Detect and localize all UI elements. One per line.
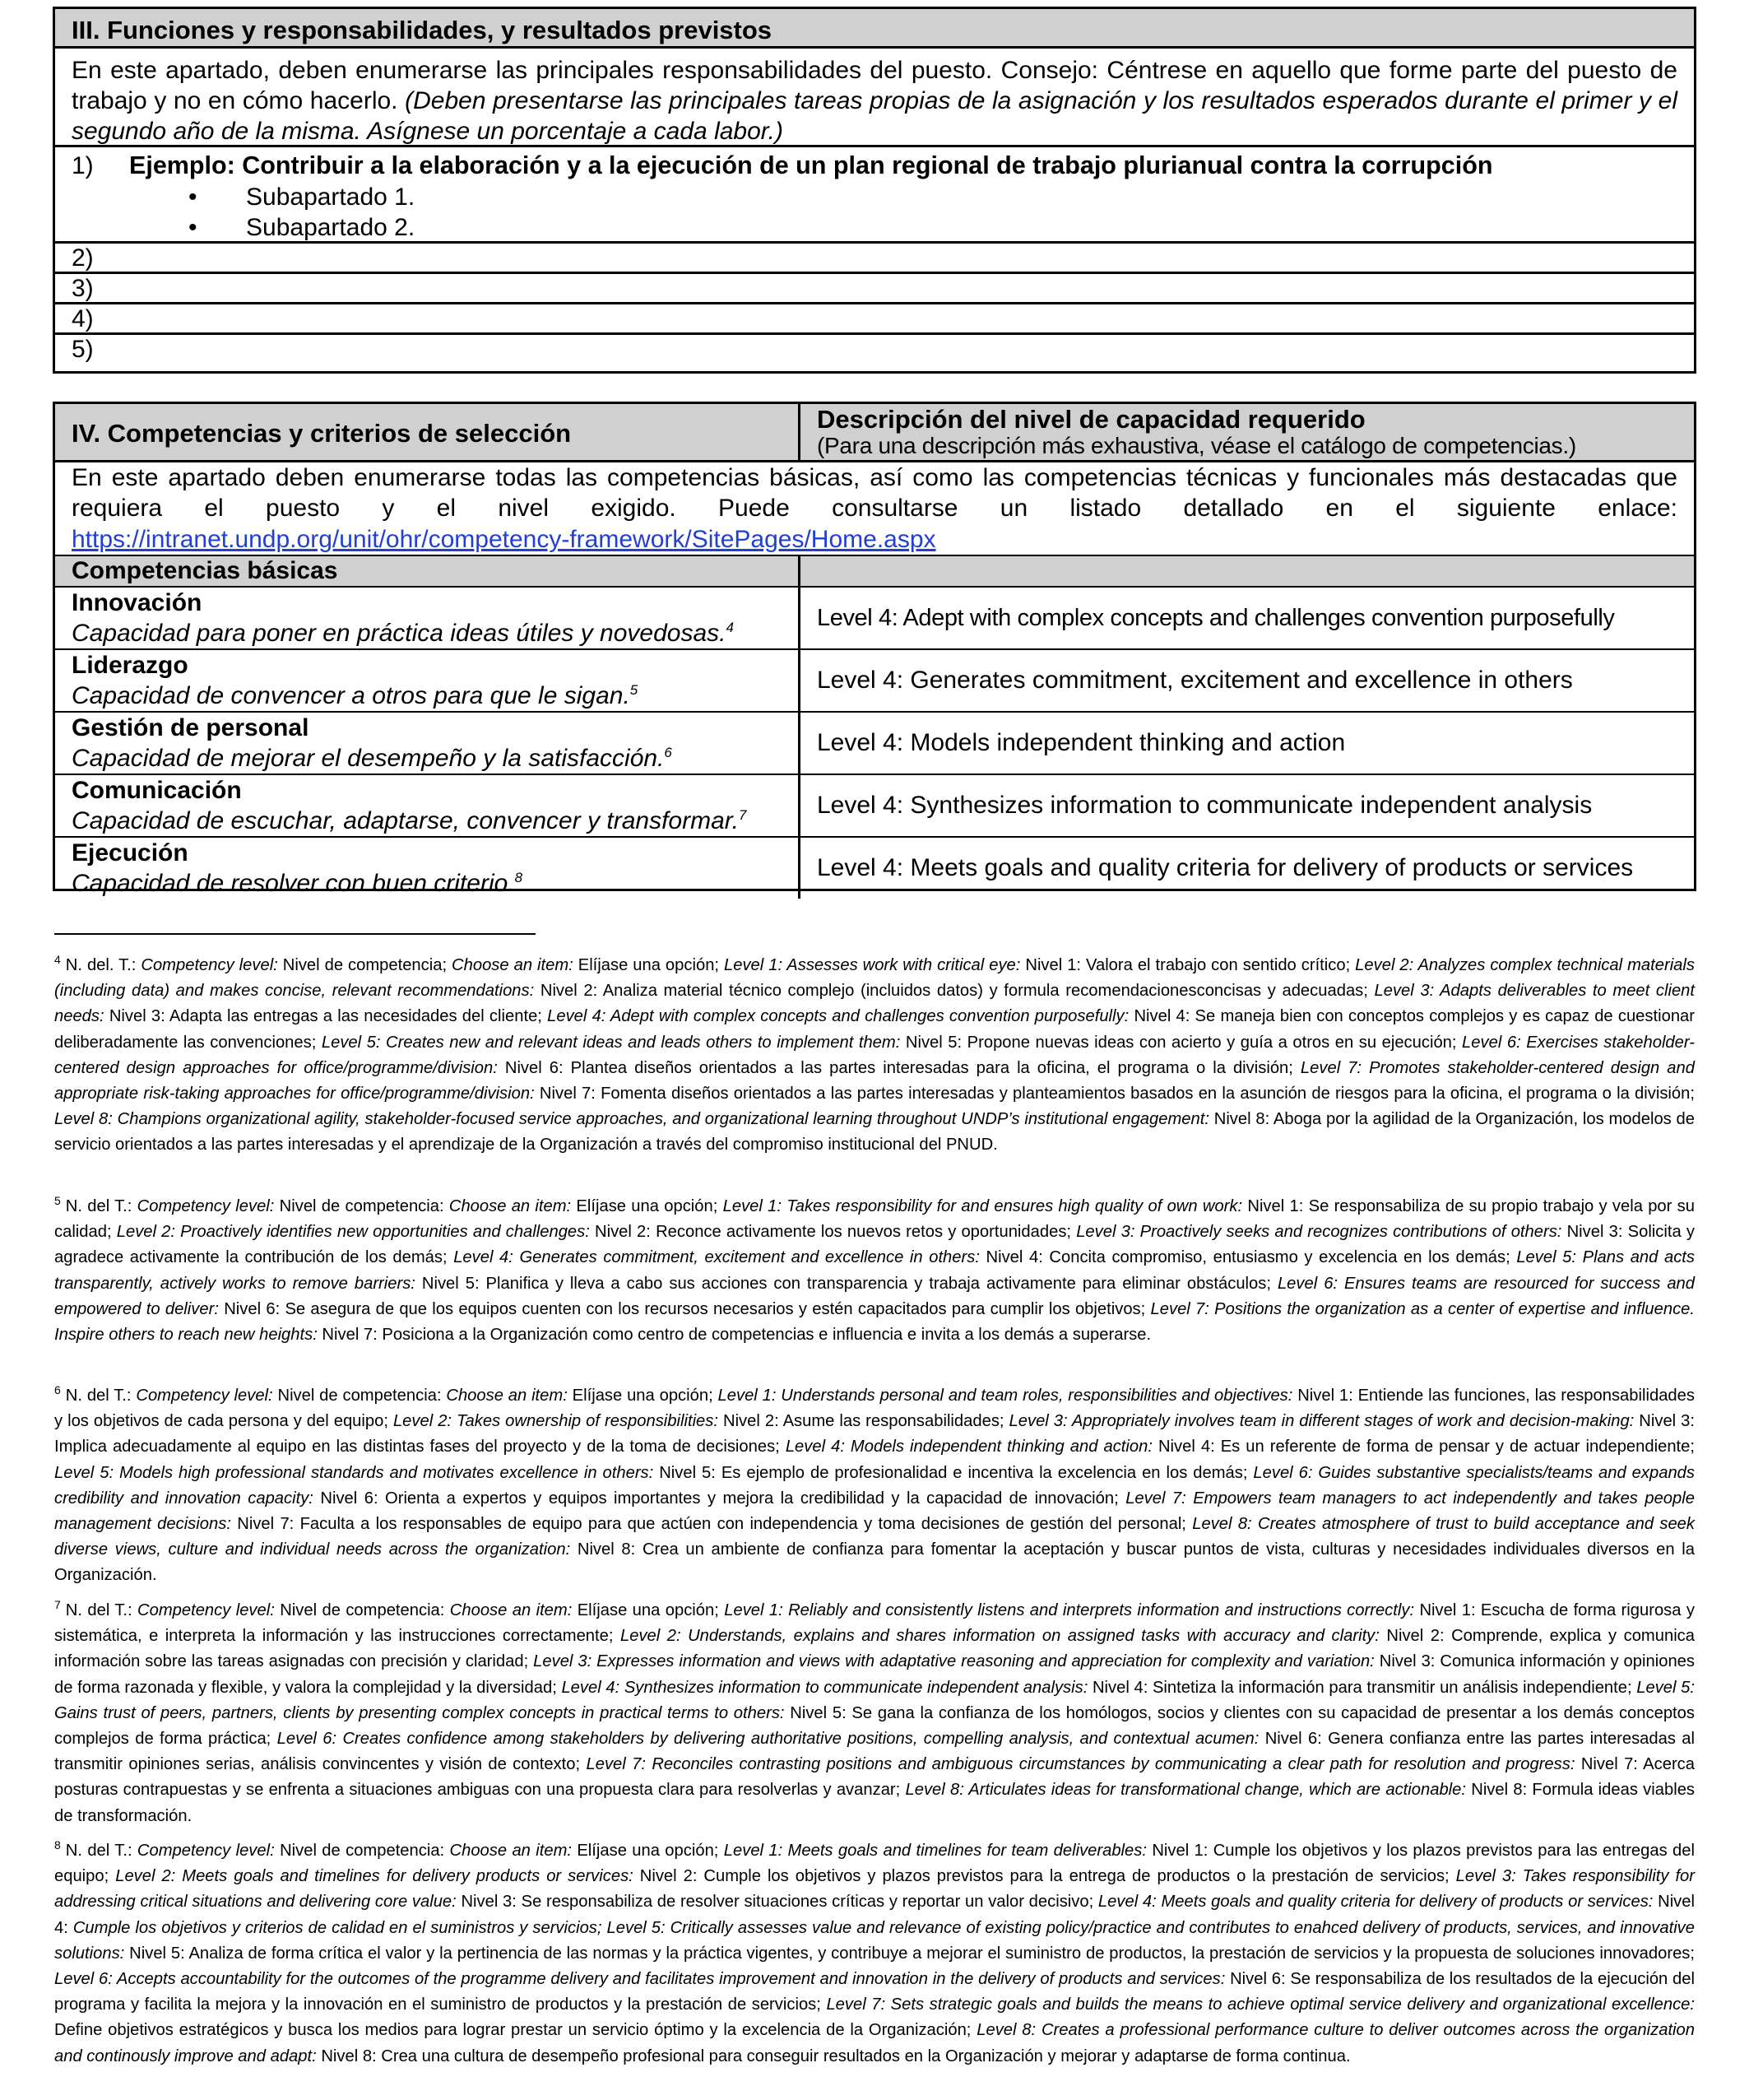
core-competencies-header-blank — [800, 556, 1694, 586]
footnote-english-term: Level 8: Creates atmosphere of trust to build acceptance and seek diverse views, culture and individual needs across the organization: — [54, 1515, 1696, 1559]
footnote-text: Nivel 2: Cumple los objetivos y plazos previstos para la entrega de productos o la prestación de servicios; — [633, 1867, 1456, 1886]
footnote-text: Nivel 6: Genera confianza entre las partes interesadas al transmitir opiniones serias, análisis convincentes y visión de contexto; — [54, 1730, 1696, 1774]
footnote-text: Elíjase una opción; — [573, 956, 724, 974]
footnote-text: Nivel 6: Se responsabiliza de los resultados de la ejecución del programa y facilita la mejora y la innovación en el suministro de productos y la prestación de servicios; — [54, 1970, 1695, 2014]
footnote-english-term: Level 5: Plans and acts transparently, actively works to remove barriers: — [54, 1248, 1695, 1293]
footnote-english-term: Level 5: Gains trust of peers, partners, clients by presenting complex concepts in practical terms to others: — [54, 1678, 1695, 1722]
footnote-text: Nivel 4: Concita compromiso, entusiasmo y excelencia en los demás; — [979, 1248, 1517, 1267]
footnote-text: Nivel 8: Crea una cultura de desempeño profesional para conseguir resultados en la Organización y mejorar y adaptarse de forma continua. — [316, 2047, 1351, 2065]
footnote-text: Nivel 2: Asume las responsabilidades; — [718, 1412, 1009, 1431]
footnote-english-term: Level 1: Reliably and consistently listens and interprets information and instructions correctly: — [724, 1601, 1415, 1619]
footnote-text: Nivel de competencia: — [272, 1387, 447, 1405]
section-4-table — [53, 402, 1696, 897]
item-row-3: 3) — [55, 272, 1694, 302]
bullet-item: • Subapartado 2. — [188, 214, 415, 241]
footnote-english-term: Choose an item: — [446, 1387, 568, 1405]
competency-row — [55, 586, 1694, 648]
footnote-text: N. del T.: — [65, 1842, 137, 1860]
footnote-text: Nivel 1: Entiende las funciones, las responsabilidades y los objetivos de cada persona y del equipo; — [54, 1387, 1695, 1431]
item-1-row — [55, 145, 1694, 241]
footnote-english-term: Level 1: Assesses work with critical eye: — [724, 956, 1021, 974]
footnote-text: Nivel 1: Cumple los objetivos y los plazos previstos para las entregas del equipo; — [54, 1842, 1695, 1886]
footnote-english-term: Choose an item: — [452, 956, 573, 974]
competency-row — [55, 774, 1694, 836]
footnote-english-term: Level 3: Proactively seeks and recognizes contributions of others: — [1076, 1223, 1562, 1242]
footnote-number: 8 — [54, 1838, 61, 1852]
footnote-english-term: Level 5: Creates new and relevant ideas and leads others to implement them: — [321, 1033, 901, 1052]
footnote-ref: 5 — [629, 682, 638, 698]
footnote-english-term: Level 4: Synthesizes information to communicate independent analysis: — [561, 1678, 1088, 1697]
footnote-ref: 7 — [739, 807, 747, 823]
footnote-text: Nivel 3: Solicita y agradece activamente la contribución de los demás; — [54, 1223, 1695, 1267]
footnote-text: Nivel 2: Comprende, explica y comunica información sobre las tareas asignadas con precisión y claridad; — [54, 1627, 1696, 1671]
footnote-english-term: Level 2: Proactively identifies new opportunities and challenges: — [116, 1223, 590, 1242]
footnote-english-term: Level 7: Promotes stakeholder-centered design and appropriate risk-taking approaches for office/programme/division: — [54, 1058, 1695, 1103]
footnote-english-term: Level 4: Generates commitment, excitement and excellence in others: — [453, 1248, 980, 1267]
footnote-english-term: Level 1: Meets goals and timelines for team deliverables: — [723, 1842, 1147, 1860]
footnote-english-term: Level 3: Takes responsibility for addressing critical situations and delivering core value: — [54, 1867, 1696, 1912]
footnote-separator — [54, 933, 536, 935]
bullet-list — [188, 182, 415, 243]
footnote-english-term: Level 1: Takes responsibility for and ensures high quality of own work: — [722, 1197, 1243, 1215]
footnote — [54, 1383, 1695, 1589]
footnote-ref: 8 — [514, 870, 523, 885]
footnote-english-term: Competency level: — [136, 1387, 273, 1405]
footnote-english-term: Level 4: Meets goals and quality criteria for delivery of products or services: — [1097, 1893, 1654, 1912]
footnote-text: Nivel 5: Se gana la confianza de los homólogos, socios y clientes con su capacidad de presentar a los demás conceptos complejos de forma práctica; — [54, 1703, 1695, 1749]
competency-row — [55, 836, 1694, 899]
footnote-text: Nivel 8: Formula ideas viables de transformación. — [54, 1781, 1696, 1825]
footnote-english-term: Level 4: Adept with complex concepts and challenges convention purposefully: — [547, 1007, 1130, 1026]
item-row-5: 5) — [55, 332, 1694, 363]
competency-name: Comunicación — [72, 777, 242, 804]
footnote — [54, 1838, 1695, 2070]
footnote-text: Nivel 5: Es ejemplo de profesionalidad e incentiva la excelencia en los demás; — [653, 1463, 1254, 1482]
footnote-text: Nivel 5: Planifica y lleva a cabo sus acciones con transparencia y trabaja activamente para eliminar obstáculos; — [415, 1274, 1278, 1293]
item-1-text: Ejemplo: Contribuir a la elaboración y a la ejecución de un plan regional de trabajo plurianual contra la corrupción — [129, 151, 1493, 179]
footnote-text: Nivel 7: Faculta a los responsables de equipo para que actúen con independencia y toma decisiones de gestión del personal; — [230, 1515, 1193, 1534]
footnote-english-term: Level 6: Ensures teams are resourced for success and empowered to deliver: — [54, 1274, 1696, 1318]
bullet-2-text: Subapartado 2. — [246, 214, 415, 241]
section-4-header — [55, 404, 1694, 462]
footnote-text: Nivel 1: Valora el trabajo con sentido crítico; — [1020, 956, 1356, 974]
section-4-intro — [55, 462, 1694, 524]
footnote-text: Elíjase una opción; — [571, 1197, 723, 1215]
footnote-english-term: Level 3: Appropriately involves team in different stages of work and decision-making: — [1009, 1412, 1635, 1431]
footnote-english-term: Level 6: Exercises stakeholder-centered design approaches for office/programme/division: — [54, 1033, 1695, 1077]
footnote-english-term: Level 6: Accepts accountability for the outcomes of the programme delivery and facilitates improvement and innovation in the delivery of products and services: — [54, 1970, 1226, 1989]
footnote-text: Nivel de competencia: — [274, 1842, 450, 1860]
competency-row — [55, 711, 1694, 774]
footnote-text: N. del. T.: — [65, 956, 141, 974]
competency-name: Liderazgo — [72, 652, 188, 679]
footnote-ref: 4 — [726, 620, 734, 635]
section-3-table — [53, 7, 1696, 374]
footnote-text: Elíjase una opción; — [567, 1387, 718, 1405]
footnote-english-term: Choose an item: — [449, 1601, 573, 1619]
section-3-title: III. Funciones y responsabilidades, y resultados previstos — [55, 9, 1694, 49]
competency-level: Level 4: Generates commitment, excitement and excellence in others — [817, 667, 1573, 694]
footnote-text: Nivel 4: Es un referente de forma de pensar y de actuar independiente; — [1152, 1438, 1695, 1457]
section-4-title: IV. Competencias y criterios de selección — [55, 404, 800, 460]
footnote-english-term: Level 2: Analyzes complex technical materials (including data) and makes concise, relevant recommendations: — [54, 956, 1695, 1001]
footnote-english-term: Level 7: Positions the organization as a center of expertise and influence. Inspire others to reach new heights: — [54, 1299, 1695, 1345]
footnote-text: Nivel 7: Posiciona a la Organización como centro de competencias e influencia e invita a los demás a superarse. — [317, 1326, 1152, 1345]
footnote-text: Define objetivos estratégicos y busca los medios para lograr prestar un servicio óptimo y la excelencia de la Organización; — [54, 2021, 977, 2040]
footnote-text: Nivel 2: Reconce activamente los nuevos retos y oportunidades; — [589, 1223, 1077, 1242]
footnote-text: Nivel de competencia; — [277, 956, 452, 974]
footnote-text: Nivel 1: Escucha de forma rigurosa y sistemática, e interpreta la información y las instrucciones correctamente; — [54, 1601, 1695, 1646]
footnote-text: N. del T.: — [65, 1601, 138, 1619]
footnote-english-term: Level 8: Champions organizational agility, stakeholder-focused service approaches, and organizational learning throughout UNDP’s institutional engagement: — [54, 1110, 1209, 1129]
footnote-text: Nivel 7: Acerca posturas contrapuestas y se enfrenta a situaciones ambiguas con una propuesta clara para resolverlas y avanzar; — [54, 1755, 1695, 1800]
competency-name: Ejecución — [72, 839, 188, 866]
footnote-english-term: Level 5: Critically assesses value and relevance of existing policy/practice and contributes to enahced delivery of products, services, and innovative solutions: — [54, 1918, 1696, 1963]
competency-level: Level 4: Meets goals and quality criteria for delivery of products or services — [817, 854, 1634, 881]
footnote-english-term: Level 6: Guides substantive specialists/teams and expands credibility and innovation capacity: — [54, 1463, 1696, 1508]
footnote-english-term: Choose an item: — [449, 1842, 572, 1860]
competency-description: Capacidad de escuchar, adaptarse, convencer y transformar. — [72, 807, 739, 834]
footnote-number: 6 — [54, 1383, 61, 1397]
footnote-english-term: Level 1: Understands personal and team roles, responsibilities and objectives: — [717, 1387, 1293, 1405]
bullet-item: • Subapartado 1. — [188, 184, 415, 211]
footnote-text: N. del T.: — [65, 1197, 137, 1215]
footnote-text: Nivel de competencia: — [274, 1601, 450, 1619]
level-description-subtitle: (Para una descripción más exhaustiva, véase el catálogo de competencias.) — [817, 433, 1576, 458]
footnote-english-term: Level 5: Models high professional standards and motivates excellence in others: — [54, 1463, 654, 1482]
footnote-english-term: Competency level: — [137, 1842, 275, 1860]
item-row-4: 4) — [55, 302, 1694, 332]
footnote-english-term: Level 2: Understands, explains and shares information on assigned tasks with accuracy and clarity: — [619, 1627, 1380, 1646]
competency-framework-link[interactable]: https://intranet.undp.org/unit/ohr/competency-framework/SitePages/Home.aspx — [72, 526, 936, 553]
footnote-text: Nivel 1: Se responsabiliza de su propio trabajo y vela por su calidad; — [54, 1197, 1695, 1242]
footnote-english-term: Choose an item: — [448, 1197, 572, 1215]
footnote-english-term: Level 3: Adapts deliverables to meet client needs: — [54, 982, 1696, 1026]
section-3-intro — [55, 49, 1694, 145]
footnote-english-term: Competency level: — [137, 1197, 275, 1215]
footnote-text: Nivel 8: Crea un ambiente de confianza para fomentar la aceptación y buscar puntos de vista, culturas y necesidades individuales diversos en la Organización. — [54, 1540, 1695, 1585]
footnote-text: N. del T.: — [65, 1387, 137, 1405]
competency-description: Capacidad de convencer a otros para que le sigan. — [72, 682, 630, 709]
footnote-text: Nivel de competencia: — [274, 1197, 449, 1215]
competency-row — [55, 648, 1694, 711]
footnote-text: Nivel 3: Adapta las entregas a las necesidades del cliente; — [104, 1007, 548, 1026]
footnote-english-term: Competency level: — [137, 1601, 275, 1619]
footnote-text: Nivel 4: Sintetiza la información para transmitir un análisis independiente; — [1088, 1678, 1637, 1697]
footnote-text: Nivel 4: — [54, 1893, 1695, 1937]
section-4-intro-text: En este apartado deben enumerarse todas las competencias básicas, así como las competencias técnicas y funcionales más destacadas que requiera el puesto y el nivel exigido. Puede consultarse un listado detallado en el siguiente enlace: — [72, 464, 1677, 522]
core-competencies-header: Competencias básicas — [55, 556, 800, 586]
competency-description: Capacidad de resolver con buen criterio. — [72, 870, 515, 897]
footnote-text: Nivel 5: Analiza de forma crítica el valor y la pertinencia de las normas y la práctica vigentes, y contribuye a mejorar el suministro de productos, la prestación de servicios y la propuesta de soluciones innovadores; — [124, 1944, 1695, 1963]
footnote-english-term: Competency level: — [141, 956, 278, 974]
footnote-text: Elíjase una opción; — [572, 1842, 724, 1860]
footnote-number: 4 — [54, 953, 61, 967]
section-4-link-row — [55, 524, 1694, 555]
footnote-text: Nivel 5: Propone nuevas ideas con acierto y guía a otros en su ejecución; — [900, 1033, 1463, 1052]
competency-level: Level 4: Adept with complex concepts and challenges convention purposefully — [817, 604, 1615, 631]
footnote-english-term: Level 6: Creates confidence among stakeholders by delivering authoritative positions, compelling analysis, and contextual acumen: — [276, 1730, 1260, 1749]
footnote-english-term: Level 8: Articulates ideas for transformational change, which are actionable: — [905, 1781, 1467, 1800]
footnote — [54, 1194, 1695, 1348]
competency-name: Innovación — [72, 589, 202, 616]
footnote-english-term: Level 7: Empowers team managers to act independently and takes people management decisions: — [54, 1489, 1695, 1534]
footnote-text: Nivel 7: Fomenta diseños orientados a las partes interesadas y planteamientos basados en la asunción de riesgos para la oficina, el programa o la división; — [534, 1085, 1695, 1103]
level-description-title: Descripción del nivel de capacidad requerido — [817, 405, 1366, 434]
footnote-text: Nivel 8: Aboga por la agilidad de la Organización, los modelos de servicio orientados a las partes interesadas y el aprendizaje de la Organización a través del compromiso institucional del PNUD. — [54, 1110, 1695, 1155]
level-description-header — [800, 404, 1694, 460]
footnote-english-term: Cumple los objetivos y criterios de calidad en el suministros y servicios; — [72, 1918, 602, 1937]
footnote-text: Elíjase una opción; — [572, 1601, 725, 1619]
footnote-text: Nivel 2: Analiza material técnico complejo (incluidos datos) y formula recomendacionesconcisas y adecuadas; — [534, 982, 1375, 1001]
competency-name: Gestión de personal — [72, 714, 309, 741]
footnote-english-term: Level 7: Sets strategic goals and builds the means to achieve optimal service delivery and organizational excellence: — [826, 1995, 1695, 2014]
footnote-text: Nivel 4: Se maneja bien con conceptos complejos y es capaz de cuestionar deliberadamente las convenciones; — [54, 1007, 1695, 1052]
bullet-1-text: Subapartado 1. — [246, 184, 415, 211]
section-3-intro-plain: En este apartado, deben enumerarse las principales responsabilidades del puesto. Consejo: Céntrese en aquello que forme parte del puesto de trabajo y no en cómo hacerlo. — [72, 57, 1677, 114]
item-row-2: 2) — [55, 241, 1694, 272]
core-competencies-header-row — [55, 555, 1694, 586]
competency-description: Capacidad de mejorar el desempeño y la satisfacción. — [72, 745, 665, 772]
footnote-number: 5 — [54, 1194, 61, 1208]
competency-description: Capacidad para poner en práctica ideas útiles y novedosas. — [72, 620, 726, 647]
footnote-text: Nivel 3: Se responsabiliza de resolver situaciones críticas y reportar un valor decisivo; — [456, 1893, 1098, 1912]
footnote-text: Nivel 6: Plantea diseños orientados a las partes interesadas para la oficina, el programa o la división; — [497, 1058, 1301, 1077]
footnote — [54, 1598, 1695, 1829]
footnote-text: Nivel 6: Se asegura de que los equipos cuenten con los recursos necesarios y estén capacitados para cumplir los objetivos; — [218, 1299, 1151, 1318]
section-3-intro-italic: (Deben presentarse las principales tareas propias de la asignación y los resultados esperados durante el primer y el segundo año de la misma. Asígnese un porcentaje a cada labor.) — [72, 87, 1677, 145]
footnote-text: Nivel 6: Orienta a expertos y equipos importantes y mejora la credibilidad y la capacidad de innovación; — [313, 1489, 1126, 1508]
footnote — [54, 953, 1695, 1159]
footnote-number: 7 — [54, 1598, 61, 1612]
footnote-ref: 6 — [664, 745, 672, 760]
footnote-english-term: Level 4: Models independent thinking and action: — [785, 1438, 1153, 1457]
footnote-english-term: Level 7: Reconciles contrasting positions and ambiguous circumstances by communicating a clear path for resolution and progress: — [586, 1755, 1575, 1774]
competency-level: Level 4: Models independent thinking and action — [817, 729, 1346, 756]
footnote-english-term: Level 2: Takes ownership of responsibilities: — [392, 1412, 718, 1431]
item-1-number: 1) — [72, 152, 94, 179]
footnote-text: Nivel 3: Comunica información y opiniones de forma razonada y flexible, y valora la complejidad y la diversidad; — [54, 1652, 1695, 1697]
footnote-english-term: Level 3: Expresses information and views with adaptative reasoning and appreciation for complexity and variation: — [533, 1652, 1375, 1671]
footnote-english-term: Level 2: Meets goals and timelines for delivery products or services: — [115, 1867, 633, 1886]
competency-level: Level 4: Synthesizes information to communicate independent analysis — [817, 792, 1593, 819]
footnote-text: Nivel 3: Implica adecuadamente al equipo en las distintas fases del proyecto y de la toma de decisiones; — [54, 1412, 1695, 1457]
footnote-english-term: Level 8: Creates a professional performance culture to deliver outcomes across the organization and continously improve and adapt: — [54, 2021, 1695, 2065]
